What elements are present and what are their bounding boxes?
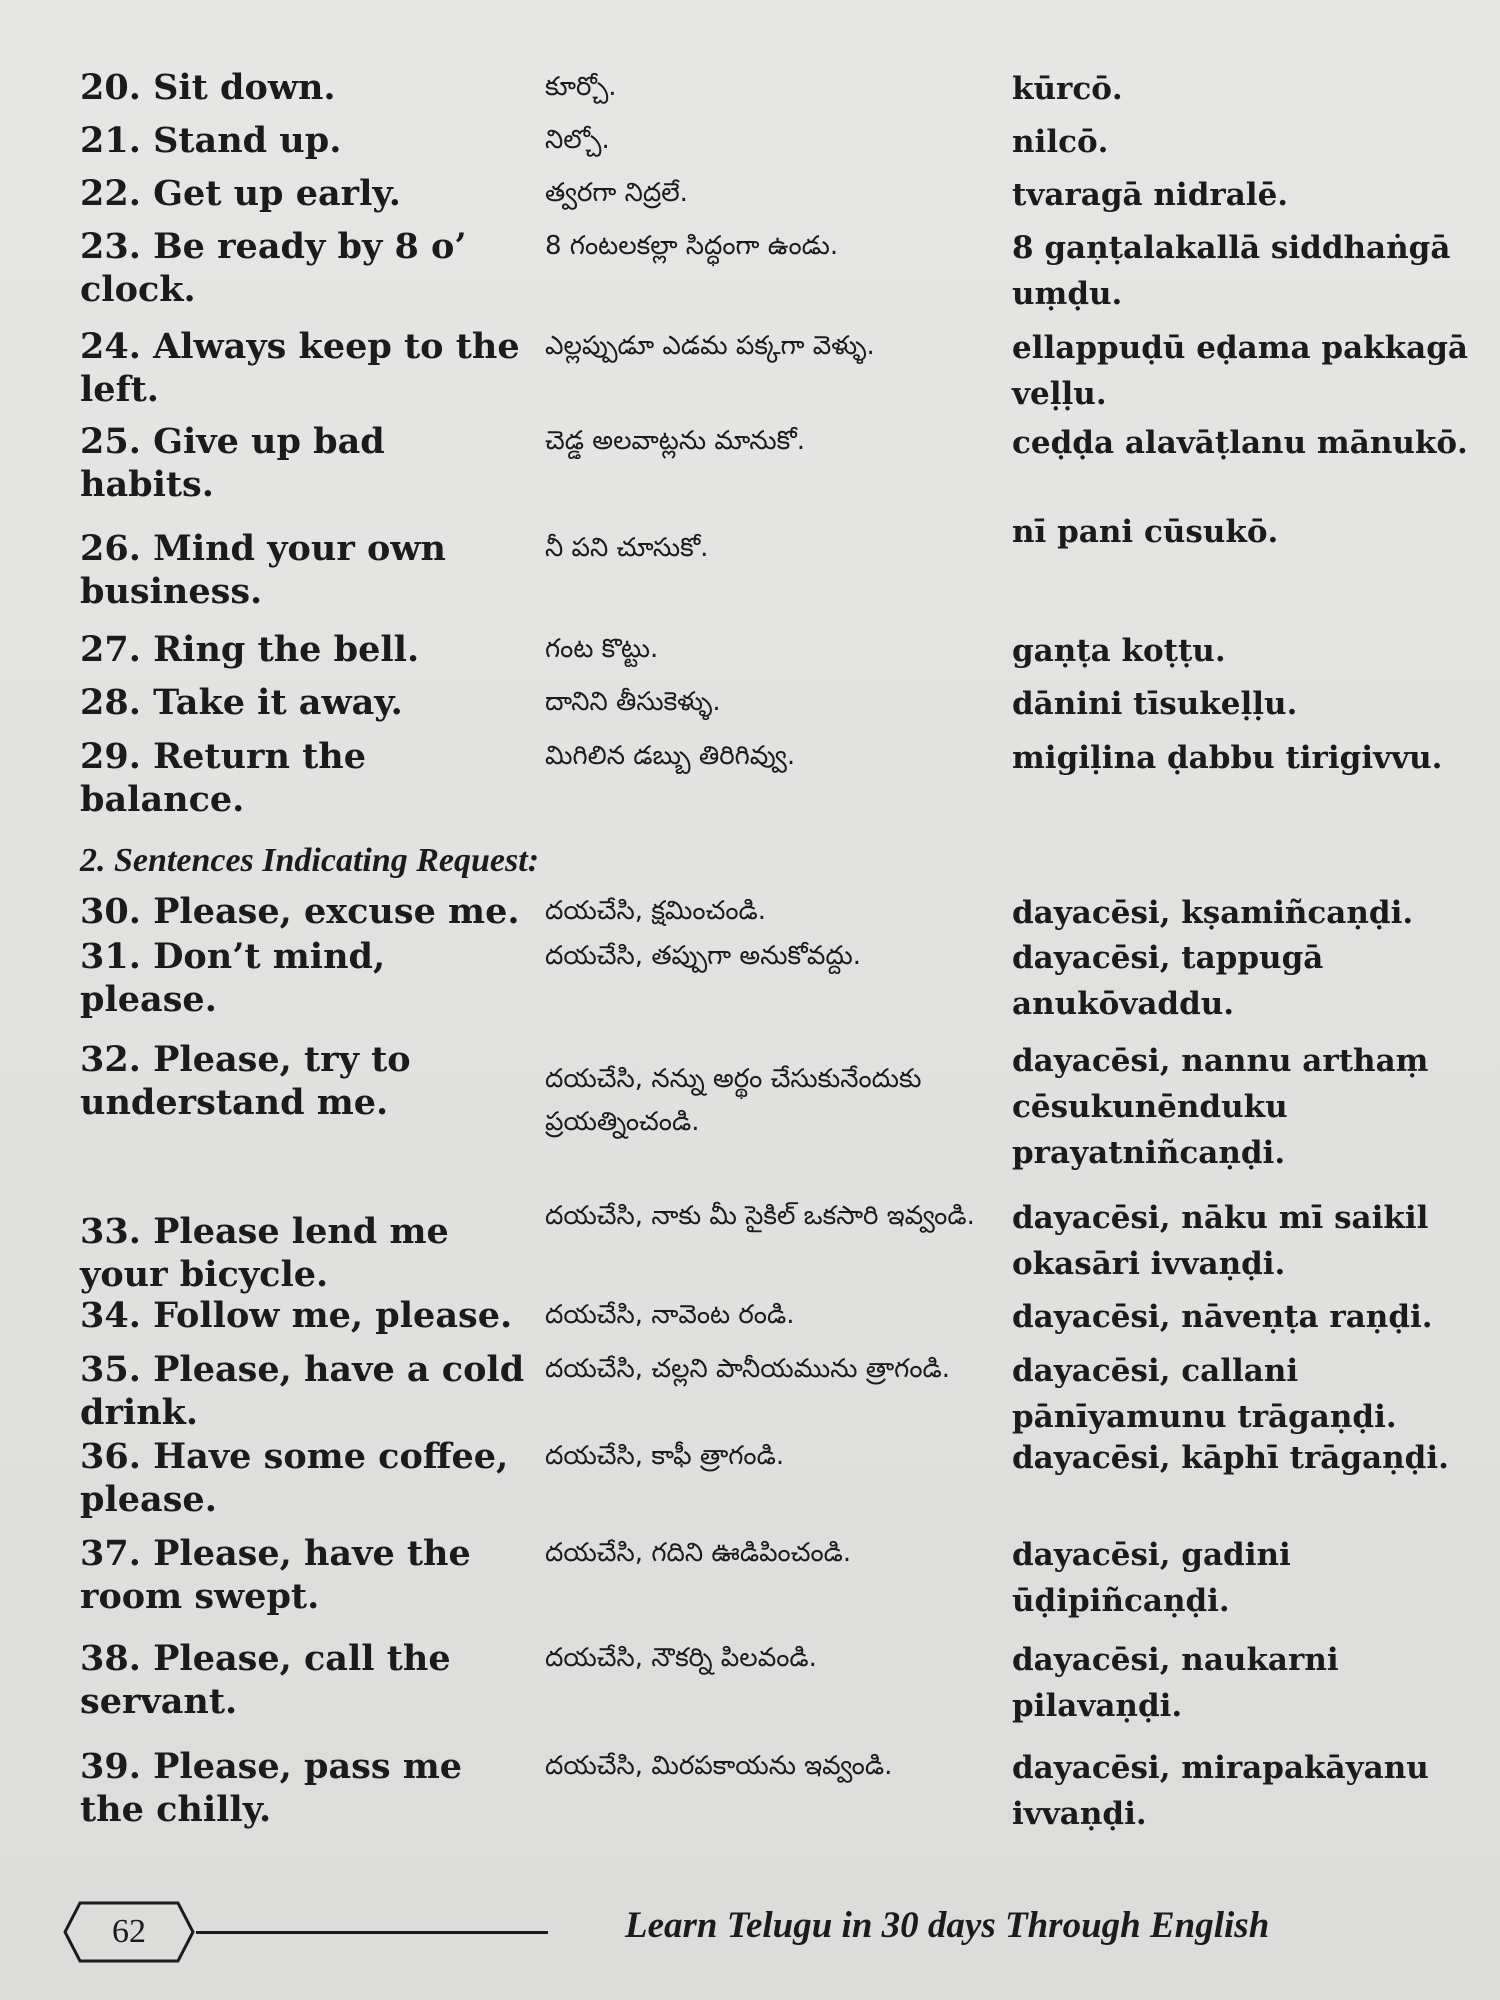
telugu-phrase: నిల్చో. — [545, 125, 610, 155]
transliteration: gaṇṭa koṭṭu. — [1012, 633, 1226, 669]
english-phrase: 37. Please, have the room swept. — [80, 1533, 471, 1617]
telugu-phrase: దయచేసి, గదిని ఊడిపించండి. — [545, 1538, 852, 1568]
english-phrase: 21. Stand up. — [80, 120, 342, 161]
transliteration: ellappuḍū eḍama pakkagā veḷḷu. — [1012, 330, 1468, 412]
telugu-phrase: దానిని తీసుకెళ్ళు. — [545, 687, 721, 717]
transliteration: dayacēsi, callani pānīyamunu trāgaṇḍi. — [1012, 1353, 1397, 1435]
transliteration: migiḷina ḍabbu tirigivvu. — [1012, 740, 1443, 776]
transliteration: nī pani cūsukō. — [1012, 514, 1279, 550]
english-phrase: 33. Please lend me your bicycle. — [80, 1211, 449, 1295]
telugu-phrase: దయచేసి, నౌకర్ని పిలవండి. — [545, 1643, 817, 1673]
transliteration: nilcō. — [1012, 124, 1109, 160]
english-phrase: 20. Sit down. — [80, 67, 336, 108]
english-phrase: 34. Follow me, please. — [80, 1295, 513, 1336]
transliteration: dayacēsi, tappugā anukōvaddu. — [1012, 940, 1324, 1022]
transliteration: dayacēsi, kāphī trāgaṇḍi. — [1012, 1440, 1449, 1476]
transliteration: dānini tīsukeḷḷu. — [1012, 686, 1298, 722]
transliteration: dayacēsi, gadini ūḍipiñcaṇḍi. — [1012, 1537, 1291, 1619]
telugu-phrase: దయచేసి, చల్లని పానీయమును త్రాగండి. — [545, 1354, 951, 1384]
telugu-phrase: దయచేసి, క్షమించండి. — [545, 896, 767, 926]
telugu-phrase: చెడ్డ అలవాట్లను మానుకో. — [545, 426, 805, 456]
telugu-phrase: మిగిలిన డబ్బు తిరిగివ్వు. — [545, 741, 796, 771]
transliteration: dayacēsi, nannu arthaṃ cēsukunēnduku prayatniñcaṇḍi. — [1012, 1043, 1429, 1171]
transliteration: ceḍḍa alavāṭlanu mānukō. — [1012, 425, 1468, 461]
transliteration: dayacēsi, naukarni pilavaṇḍi. — [1012, 1642, 1339, 1724]
english-phrase: 24. Always keep to the left. — [80, 326, 520, 410]
transliteration: 8 gaṇṭalakallā siddhaṅgā uṃḍu. — [1012, 230, 1451, 312]
english-phrase: 32. Please, try to understand me. — [80, 1039, 411, 1123]
page-number: 62 — [112, 1913, 146, 1950]
transliteration: dayacēsi, mirapakāyanu ivvaṇḍi. — [1012, 1750, 1429, 1832]
english-phrase: 31. Don’t mind, please. — [80, 936, 386, 1020]
english-phrase: 35. Please, have a cold drink. — [80, 1349, 525, 1433]
english-phrase: 29. Return the balance. — [80, 736, 366, 820]
telugu-phrase: నీ పని చూసుకో. — [545, 533, 709, 563]
book-title: Learn Telugu in 30 days Through English — [625, 1905, 1270, 1946]
section-heading: 2. Sentences Indicating Request: — [80, 842, 540, 879]
telugu-phrase: దయచేసి, తప్పుగా అనుకోవద్దు. — [545, 941, 861, 971]
transliteration: kūrcō. — [1012, 71, 1123, 107]
telugu-phrase: 8 గంటలకల్లా సిద్ధంగా ఉండు. — [545, 231, 839, 261]
english-phrase: 39. Please, pass me the chilly. — [80, 1746, 463, 1830]
english-phrase: 36. Have some coffee, please. — [80, 1436, 509, 1520]
transliteration: dayacēsi, nāveṇṭa raṇḍi. — [1012, 1299, 1433, 1335]
english-phrase: 38. Please, call the servant. — [80, 1638, 451, 1722]
footer-rule — [196, 1931, 548, 1934]
english-phrase: 22. Get up early. — [80, 173, 401, 214]
telugu-phrase: గంట కొట్టు. — [545, 634, 659, 664]
english-phrase: 25. Give up bad habits. — [80, 421, 385, 505]
telugu-phrase: దయచేసి, కాఫీ త్రాగండి. — [545, 1441, 785, 1471]
telugu-phrase: కూర్చో. — [545, 72, 617, 102]
english-phrase: 30. Please, excuse me. — [80, 891, 520, 932]
english-phrase: 27. Ring the bell. — [80, 629, 420, 670]
english-phrase: 23. Be ready by 8 o’ clock. — [80, 226, 467, 310]
telugu-phrase: దయచేసి, మిరపకాయను ఇవ్వండి. — [545, 1751, 893, 1781]
transliteration: dayacēsi, kṣamiñcaṇḍi. — [1012, 895, 1414, 931]
telugu-phrase: దయచేసి, నాకు మీ సైకిల్ ఒకసారి ఇవ్వండి. — [545, 1201, 975, 1231]
telugu-phrase: దయచేసి, నన్ను అర్థం చేసుకునేందుకు ప్రయత్నించండి. — [545, 1064, 922, 1137]
telugu-phrase: ఎల్లప్పుడూ ఎడమ పక్కగా వెళ్ళు. — [545, 331, 875, 361]
transliteration: tvaragā nidralē. — [1012, 177, 1289, 213]
telugu-phrase: త్వరగా నిద్రలే. — [545, 178, 688, 208]
english-phrase: 28. Take it away. — [80, 682, 403, 723]
telugu-phrase: దయచేసి, నావెంట రండి. — [545, 1300, 795, 1330]
transliteration: dayacēsi, nāku mī saikil okasāri ivvaṇḍi. — [1012, 1200, 1429, 1282]
english-phrase: 26. Mind your own business. — [80, 528, 446, 612]
